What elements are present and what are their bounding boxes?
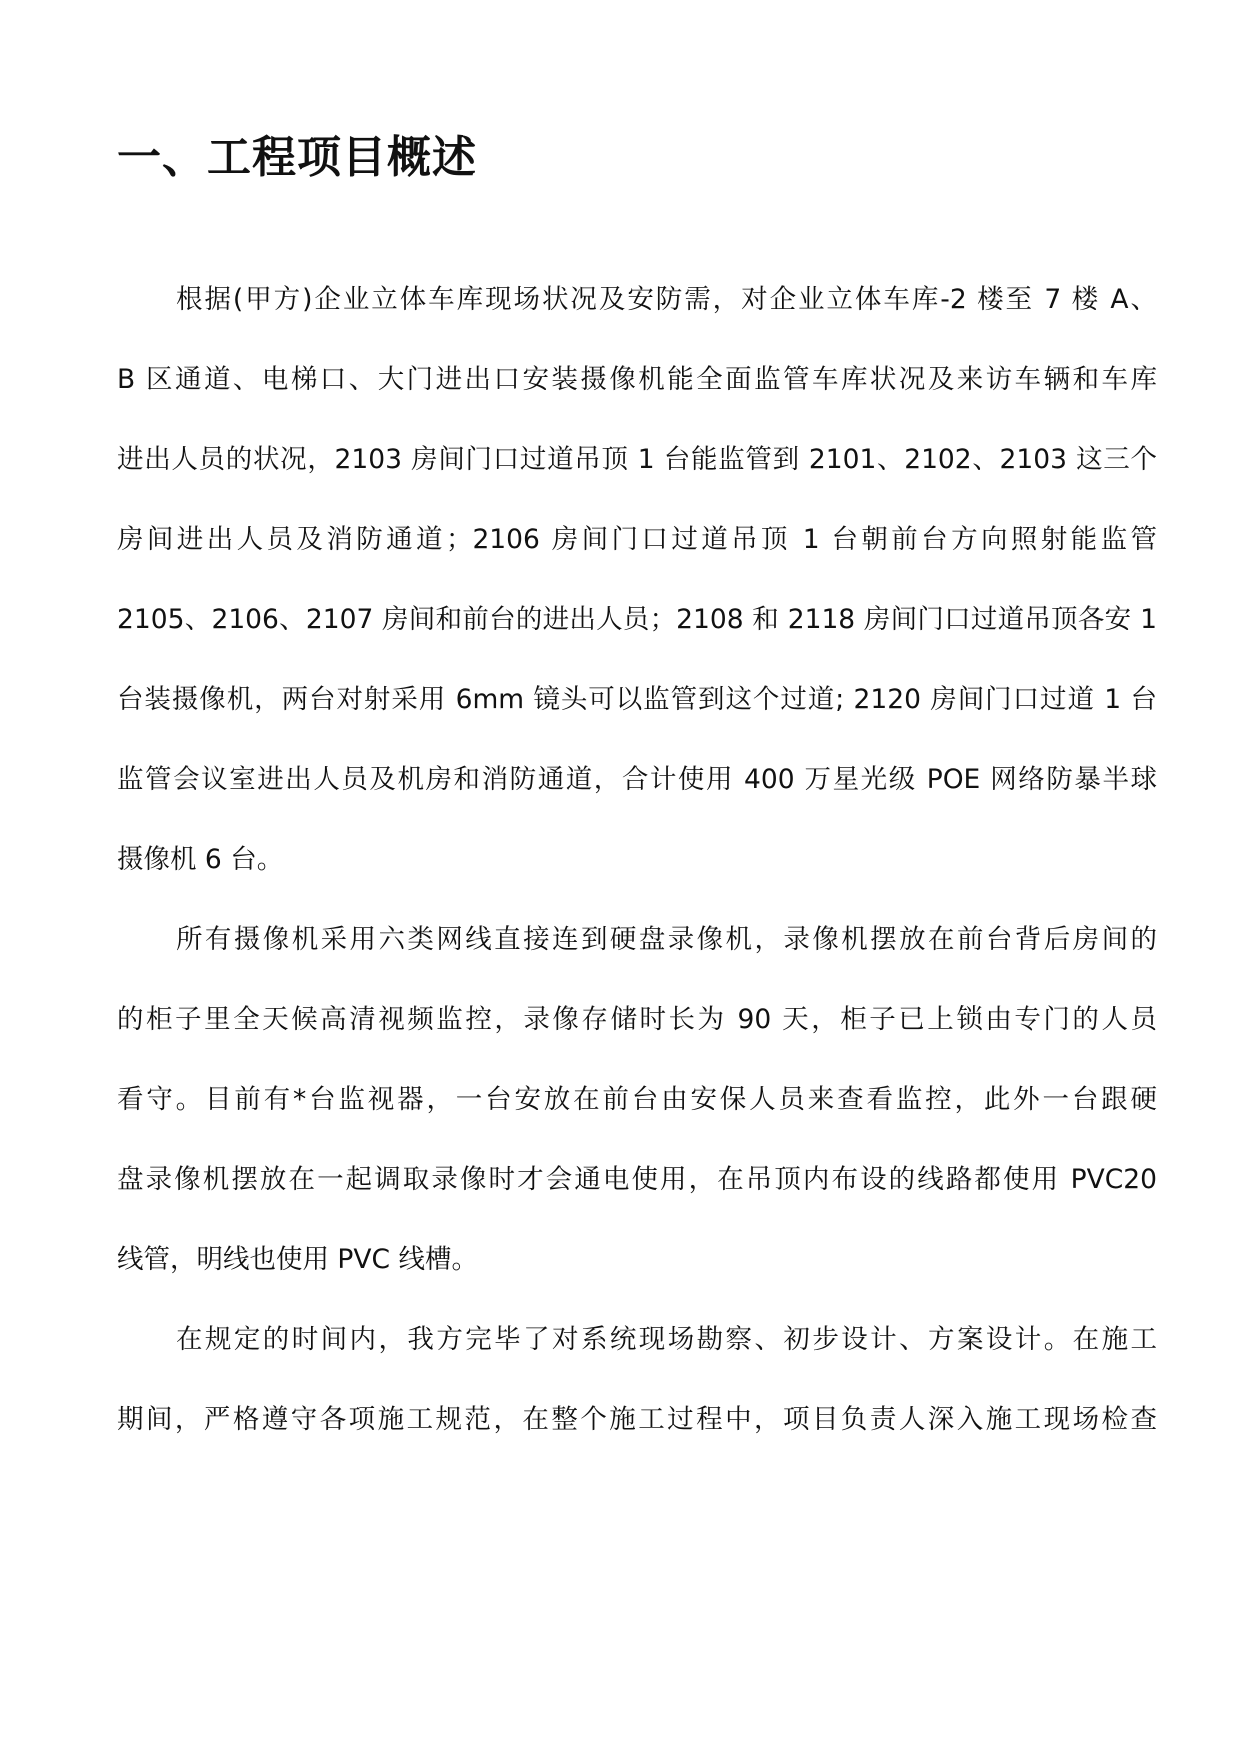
paragraph-1-line-3: 进出人员的状况，2103 房间门口过道吊顶 1 台能监管到 2101、2102、2103 这三个 <box>117 444 1157 475</box>
paragraph-2-line-4: 盘录像机摆放在一起调取录像时才会通电使用，在吊顶内布设的线路都使用 PVC20 <box>117 1164 1157 1195</box>
paragraph-1-line-8: 摄像机 6 台。 <box>117 844 284 875</box>
paragraph-2-line-5: 线管，明线也使用 PVC 线槽。 <box>117 1244 478 1275</box>
section-heading: 一、工程项目概述 <box>117 132 477 183</box>
paragraph-3-line-2: 期间，严格遵守各项施工规范，在整个施工过程中，项目负责人深入施工现场检查 <box>117 1404 1157 1435</box>
paragraph-2-line-2: 的柜子里全天候高清视频监控，录像存储时长为 90 天，柜子已上锁由专门的人员 <box>117 1004 1157 1035</box>
paragraph-1-line-5: 2105、2106、2107 房间和前台的进出人员；2108 和 2118 房间门口过道吊顶各安 1 <box>117 604 1157 635</box>
paragraph-2-line-3: 看守。目前有*台监视器，一台安放在前台由安保人员来查看监控，此外一台跟硬 <box>117 1084 1157 1115</box>
paragraph-2-line-1: 所有摄像机采用六类网线直接连到硬盘录像机，录像机摆放在前台背后房间的 <box>176 924 1157 955</box>
paragraph-1-line-2: B 区通道、电梯口、大门进出口安装摄像机能全面监管车库状况及来访车辆和车库 <box>117 364 1157 395</box>
paragraph-1-line-6: 台装摄像机，两台对射采用 6mm 镜头可以监管到这个过道; 2120 房间门口过道 1 台 <box>117 684 1157 715</box>
paragraph-3-line-1: 在规定的时间内，我方完毕了对系统现场勘察、初步设计、方案设计。在施工 <box>176 1324 1157 1355</box>
paragraph-1-line-4: 房间进出人员及消防通道；2106 房间门口过道吊顶 1 台朝前台方向照射能监管 <box>117 524 1157 555</box>
paragraph-1-line-1: 根据(甲方)企业立体车库现场状况及安防需，对企业立体车库-2 楼至 7 楼 A、 <box>176 284 1157 315</box>
paragraph-1-line-7: 监管会议室进出人员及机房和消防通道，合计使用 400 万星光级 POE 网络防暴半球 <box>117 764 1157 795</box>
